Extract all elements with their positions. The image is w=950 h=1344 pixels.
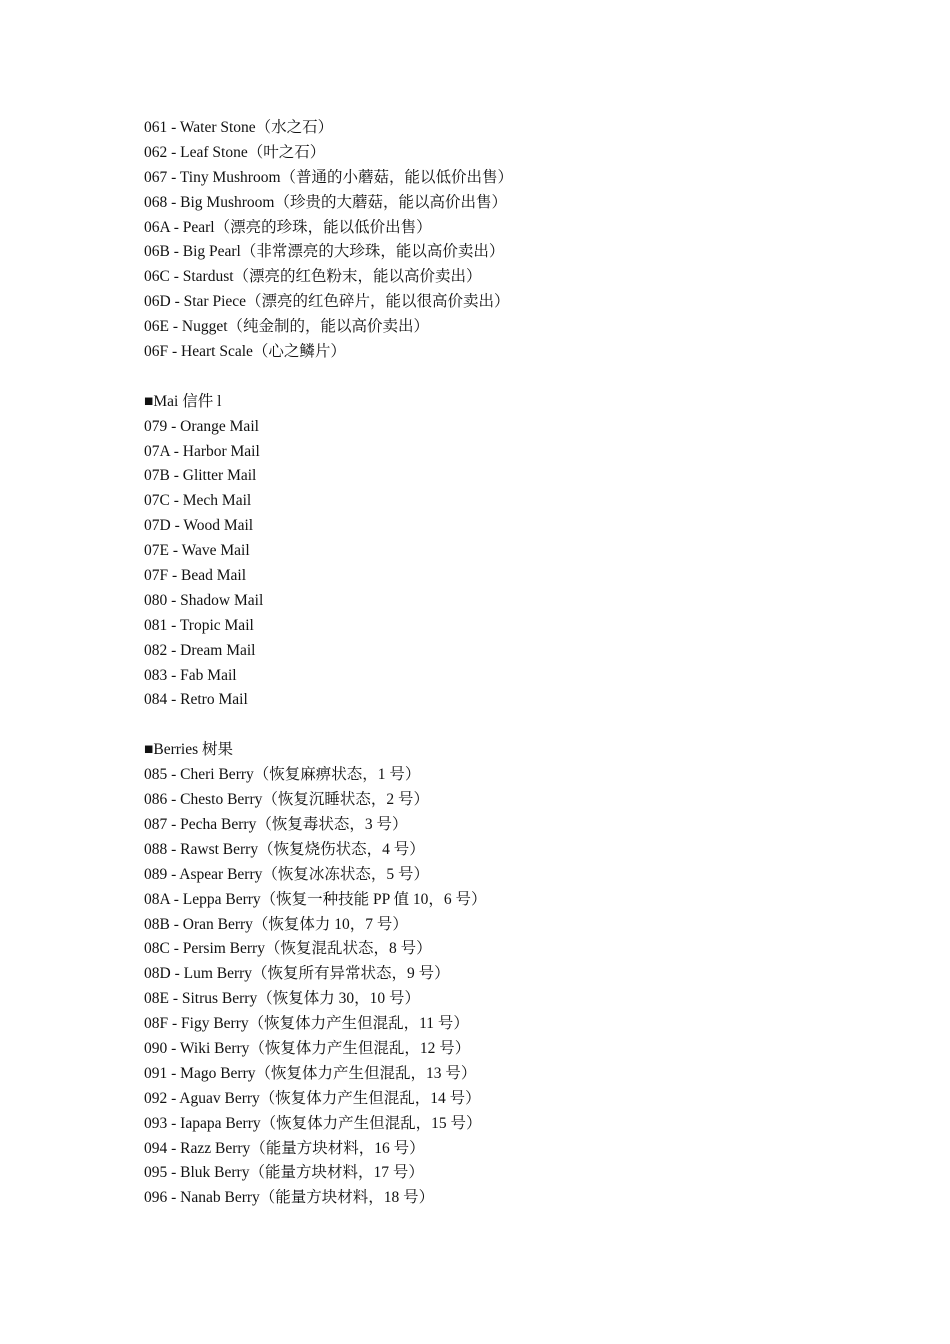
list-item: 093 - Iapapa Berry（恢复体力产生但混乱，15 号） bbox=[144, 1114, 482, 1132]
list-item: 08B - Oran Berry（恢复体力 10，7 号） bbox=[144, 915, 408, 933]
list-item: 091 - Mago Berry（恢复体力产生但混乱，13 号） bbox=[144, 1064, 477, 1082]
list-item: 096 - Nanab Berry（能量方块材料，18 号） bbox=[144, 1189, 435, 1207]
mail-section bbox=[144, 390, 904, 714]
list-item: 08A - Leppa Berry（恢复一种技能 PP 值 10，6 号） bbox=[144, 890, 487, 908]
section-heading-berries: ■Berries 树果 bbox=[144, 741, 233, 759]
list-item: 06F - Heart Scale（心之鳞片） bbox=[144, 343, 346, 361]
list-item: 061 - Water Stone（水之石） bbox=[144, 119, 334, 136]
list-item: 06D - Star Piece（漂亮的红色碎片，能以很高价卖出） bbox=[144, 293, 510, 311]
list-item: 06C - Stardust（漂亮的红色粉末，能以高价卖出） bbox=[144, 268, 482, 286]
spacer bbox=[144, 365, 904, 390]
list-item: 07A - Harbor Mail bbox=[144, 442, 260, 460]
list-item: 068 - Big Mushroom（珍贵的大蘑菇，能以高价出售） bbox=[144, 193, 507, 211]
list-item: 07D - Wood Mail bbox=[144, 517, 254, 535]
list-item: 092 - Aguav Berry（恢复体力产生但混乱，14 号） bbox=[144, 1089, 481, 1107]
list-item: 081 - Tropic Mail bbox=[144, 616, 254, 634]
list-item: 088 - Rawst Berry（恢复烧伤状态，4 号） bbox=[144, 840, 425, 858]
list-item: 079 - Orange Mail bbox=[144, 417, 259, 435]
list-item: 06E - Nugget（纯金制的，能以高价卖出） bbox=[144, 318, 430, 336]
list-item: 07B - Glitter Mail bbox=[144, 467, 257, 485]
list-item: 07E - Wave Mail bbox=[144, 542, 250, 560]
item-list-valuables bbox=[144, 116, 904, 365]
list-item: 090 - Wiki Berry（恢复体力产生但混乱，12 号） bbox=[144, 1039, 471, 1057]
list-item: 082 - Dream Mail bbox=[144, 641, 256, 659]
list-item: 083 - Fab Mail bbox=[144, 666, 237, 684]
list-item: 062 - Leaf Stone（叶之石） bbox=[144, 143, 326, 161]
document-page bbox=[144, 116, 904, 1211]
list-item: 067 - Tiny Mushroom（普通的小蘑菇，能以低价出售） bbox=[144, 168, 514, 186]
list-item: 086 - Chesto Berry（恢复沉睡状态，2 号） bbox=[144, 791, 430, 809]
list-item: 084 - Retro Mail bbox=[144, 691, 248, 709]
list-item: 06A - Pearl（漂亮的珍珠，能以低价出售） bbox=[144, 218, 432, 236]
section-heading-mail: ■Mai 信件 l bbox=[144, 392, 222, 410]
list-item: 080 - Shadow Mail bbox=[144, 591, 264, 609]
list-item: 07C - Mech Mail bbox=[144, 492, 252, 510]
list-item: 08E - Sitrus Berry（恢复体力 30，10 号） bbox=[144, 990, 420, 1008]
spacer bbox=[144, 713, 904, 738]
list-item: 08F - Figy Berry（恢复体力产生但混乱，11 号） bbox=[144, 1015, 469, 1033]
list-item: 085 - Cheri Berry（恢复麻痹状态，1 号） bbox=[144, 766, 421, 784]
list-item: 089 - Aspear Berry（恢复冰冻状态，5 号） bbox=[144, 865, 429, 883]
list-item: 08D - Lum Berry（恢复所有异常状态，9 号） bbox=[144, 965, 450, 983]
list-item: 094 - Razz Berry（能量方块材料，16 号） bbox=[144, 1139, 425, 1157]
berries-section bbox=[144, 738, 904, 1211]
list-item: 06B - Big Pearl（非常漂亮的大珍珠，能以高价卖出） bbox=[144, 243, 505, 261]
list-item: 087 - Pecha Berry（恢复毒状态，3 号） bbox=[144, 815, 408, 833]
list-item: 095 - Bluk Berry（能量方块材料，17 号） bbox=[144, 1164, 424, 1182]
list-item: 07F - Bead Mail bbox=[144, 567, 247, 585]
list-item: 08C - Persim Berry（恢复混乱状态，8 号） bbox=[144, 940, 432, 958]
